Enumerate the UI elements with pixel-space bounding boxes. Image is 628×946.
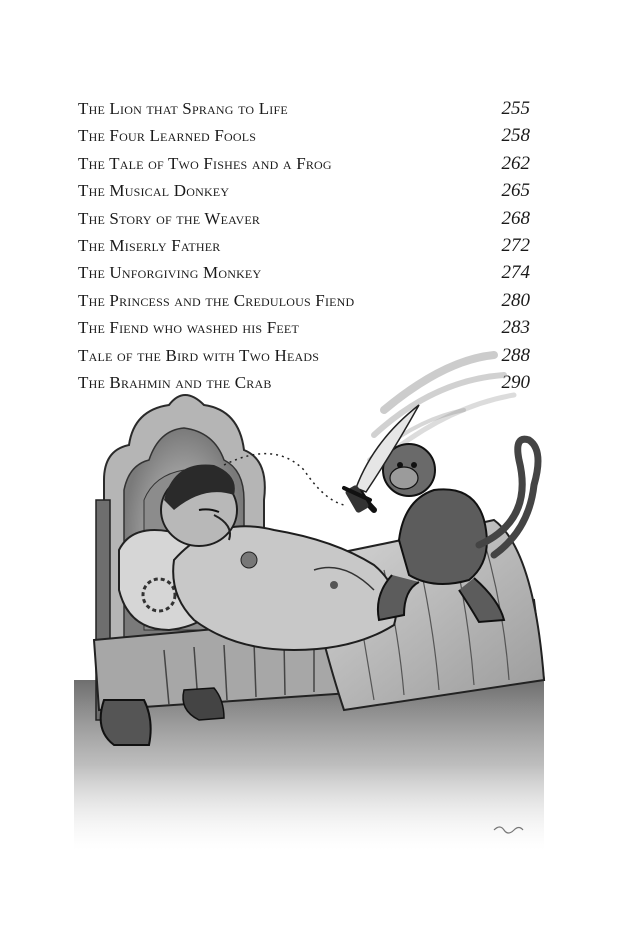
toc-entry-page: 280	[501, 289, 530, 311]
toc-entry-title: The Brahmin and the Crab	[78, 372, 272, 392]
toc-entry-title: The Unforgiving Monkey	[78, 263, 262, 283]
toc-entry-page: 265	[501, 180, 530, 202]
toc-entry-page: 255	[501, 98, 530, 119]
toc-entry[interactable]	[78, 317, 530, 344]
toc-entry-title: The Four Learned Fools	[78, 126, 257, 146]
toc-entry-page: 272	[501, 234, 530, 256]
toc-entry-title: The Miserly Father	[78, 235, 221, 255]
toc-entry-title: The Fiend who washed his Feet	[78, 318, 299, 338]
toc-entry-title: The Princess and the Credulous Fiend	[78, 290, 355, 310]
toc-entry-title: The Lion that Sprang to Life	[78, 99, 288, 118]
toc-entry[interactable]	[78, 125, 530, 152]
toc-entry-title: The Musical Donkey	[78, 181, 230, 201]
toc-entry-title: The Story of the Weaver	[78, 208, 261, 228]
toc-entry[interactable]	[78, 180, 530, 207]
toc-entry[interactable]	[78, 153, 530, 180]
toc-entry-title: Tale of the Bird with Two Heads	[78, 345, 320, 365]
toc-entry-page: 283	[501, 317, 530, 339]
toc-entry-page: 288	[501, 344, 530, 366]
toc-entry-page: 290	[501, 371, 530, 393]
toc-entry[interactable]	[78, 208, 530, 235]
toc-entry[interactable]	[78, 262, 530, 289]
toc-entry-title: The Tale of Two Fishes and a Frog	[78, 153, 332, 173]
toc-entry-page: 268	[501, 207, 530, 229]
story-illustration	[74, 350, 554, 870]
toc-entry[interactable]	[78, 235, 530, 262]
toc-entry[interactable]	[78, 290, 530, 317]
toc-entry[interactable]	[78, 98, 530, 125]
toc-entry-page: 258	[501, 125, 530, 147]
toc-entry-page: 274	[501, 262, 530, 284]
toc-entry-page: 262	[501, 152, 530, 174]
